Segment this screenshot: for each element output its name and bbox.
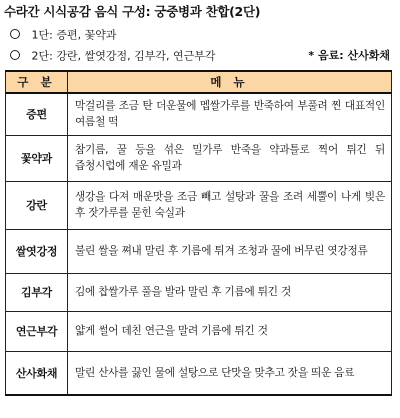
item-description: 참기름, 꿀 등을 섞은 밀가루 반죽을 약과틀로 찍어 튀긴 뒤 즙청시럽에 재운 유밀과 [68,135,392,181]
bullet-text: 2단: 강란, 쌀엿강정, 김부각, 연근부각 [31,49,216,63]
bullet-list [8,24,396,66]
circle-bullet-icon [10,50,20,60]
item-name: 증편 [6,93,68,135]
list-item [8,24,396,45]
column-header-category: 구 분 [6,71,68,93]
table-row [6,229,392,273]
table-row [6,181,392,229]
menu-table [5,70,392,396]
item-description: 불린 쌀을 쪄내 말린 후 기름에 튀겨 조청과 꿀에 버무린 엿강정류 [68,229,392,273]
table-row [6,273,392,311]
table-row [6,351,392,395]
circle-bullet-icon [10,29,20,39]
item-name: 쌀엿강정 [6,229,68,273]
item-description: 얇게 썰어 데친 연근을 말려 기름에 튀긴 것 [68,311,392,351]
item-name: 산사화채 [6,351,68,395]
table-row [6,93,392,135]
item-description: 생강을 다져 매운맛을 조금 빼고 설탕과 꿀을 조려 세뿔이 나게 빚은 후 잣가루를 묻힌 숙실과 [68,181,392,229]
table-row [6,135,392,181]
beverage-note: * 음료: 산사화채 [308,49,390,62]
item-name: 연근부각 [6,311,68,351]
item-name: 강란 [6,181,68,229]
page-title: 수라간 시식공감 음식 구성: 궁중병과 찬합(2단) [4,4,261,19]
table-header-row [6,71,392,93]
item-name: 김부각 [6,273,68,311]
bullet-text: 1단: 증편, 꽃약과 [31,28,117,42]
item-description: 말린 산사를 끓인 물에 설탕으로 단맛을 맞추고 잣을 띄운 음료 [68,351,392,395]
item-description: 막걸리를 조금 탄 더운물에 멥쌀가루를 반죽하여 부풀려 찐 대표적인 여름철 떡 [68,93,392,135]
table-row [6,311,392,351]
list-item [8,45,396,66]
item-description: 김에 찹쌀가루 풀을 발라 말린 후 기름에 튀긴 것 [68,273,392,311]
column-header-menu: 메 뉴 [68,71,392,93]
item-name: 꽃약과 [6,135,68,181]
